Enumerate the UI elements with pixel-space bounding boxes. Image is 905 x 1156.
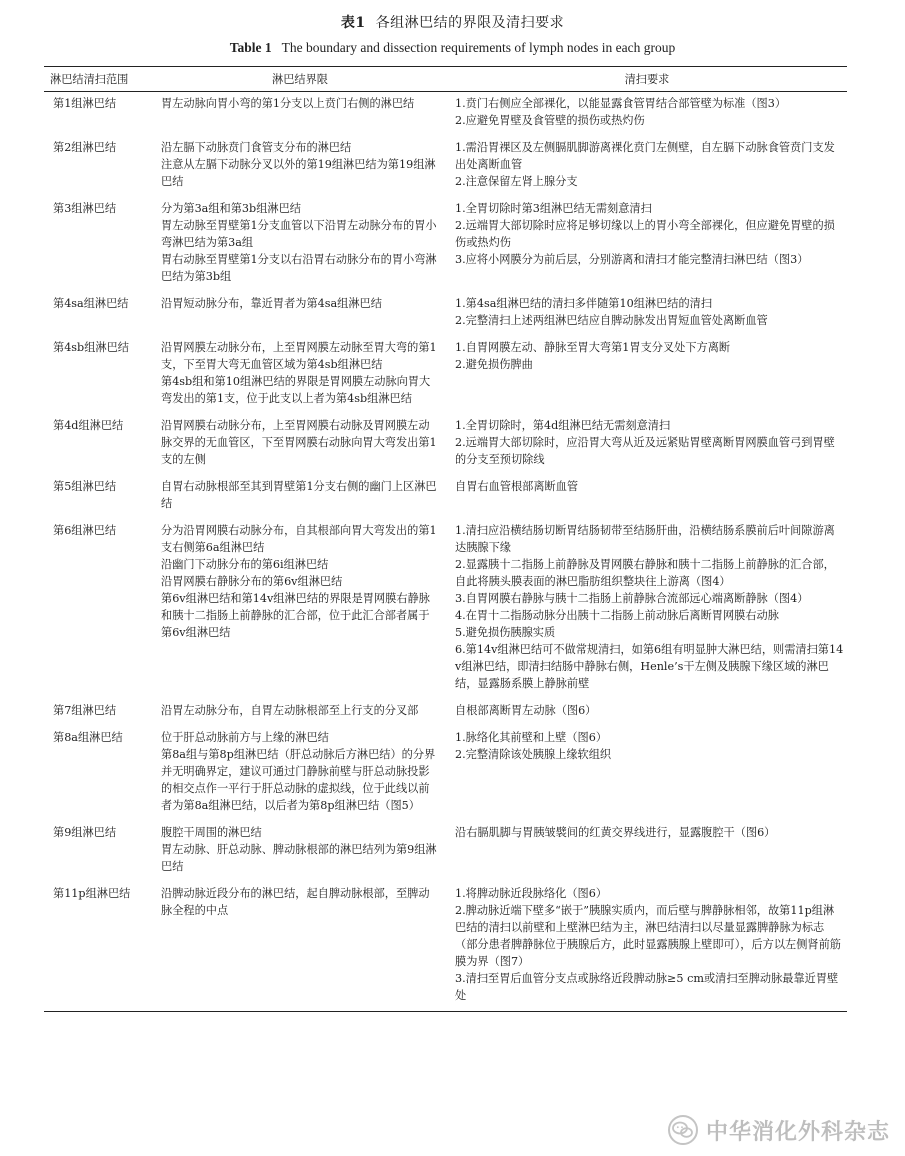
table-row — [44, 519, 847, 699]
requirement-line: 2.显露胰十二指肠上前静脉及胃网膜右静脉和胰十二指肠上前静脉的汇合部，自此将胰头膜表面的淋巴脂肪组织整块往上游离（图4） — [455, 558, 835, 588]
table-title-en — [0, 40, 905, 56]
boundary-line: 沿胃网膜右动脉分布，上至胃网膜右动脉及胃网膜左动脉交界的无血管区，下至胃网膜右动脉向胃大弯发出第1支的左侧 — [161, 419, 437, 466]
requirement-line: 1.自胃网膜左动、静脉至胃大弯第1胃支分叉处下方离断 — [455, 341, 731, 354]
header-boundary: 淋巴结界限 — [153, 67, 447, 92]
cell-group: 第11p组淋巴结 — [44, 882, 153, 1012]
table-row — [44, 336, 847, 414]
header-requirements: 清扫要求 — [447, 67, 847, 92]
boundary-line: 自胃右动脉根部至其到胃壁第1分支右侧的幽门上区淋巴结 — [161, 480, 437, 510]
requirement-line: 2.注意保留左肾上腺分支 — [455, 175, 578, 188]
requirement-line: 1.脉络化其前壁和上壁（图6） — [455, 731, 608, 744]
cell-boundary — [153, 292, 447, 336]
cell-group: 第5组淋巴结 — [53, 480, 117, 493]
requirement-line: 自根部离断胃左动脉（图6） — [455, 704, 597, 717]
requirement-line: 1.清扫应沿横结肠切断胃结肠韧带至结肠肝曲，沿横结肠系膜前后叶间隙游离达胰腺下缘 — [455, 524, 835, 554]
cell-group: 第8a组淋巴结 — [53, 731, 123, 744]
requirement-line: 1.全胃切除时，第4d组淋巴结无需刻意清扫 — [455, 419, 671, 432]
cell-boundary — [153, 197, 447, 292]
table-header-row — [44, 67, 847, 92]
cell-group: 第1组淋巴结 — [53, 97, 117, 110]
cell-requirements — [447, 197, 847, 292]
table-row — [44, 136, 847, 197]
cell-requirements — [447, 519, 847, 699]
requirement-line: 2.完整清除该处胰腺上缘软组织 — [455, 748, 612, 761]
cell-requirements — [447, 726, 847, 821]
wechat-icon — [668, 1115, 698, 1145]
cell-requirements — [447, 699, 847, 726]
boundary-line: 胃左动脉向胃小弯的第1分支以上贲门右侧的淋巴结 — [161, 97, 415, 110]
header-scope: 淋巴结清扫范围 — [44, 67, 153, 92]
requirement-line: 3.清扫至胃后血管分支点或脉络近段脾动脉≥5 cm或清扫至脾动脉最靠近胃壁处 — [455, 972, 839, 1002]
requirement-line: 4.在胃十二指肠动脉分出胰十二指肠上前动脉后离断胃网膜右动脉 — [455, 609, 779, 622]
requirement-line: 2.完整清扫上述两组淋巴结应自脾动脉发出胃短血管处离断血管 — [455, 314, 768, 327]
table-title-cn — [0, 12, 905, 32]
requirement-line: 2.远端胃大部切除时，应沿胃大弯从近及远紧贴胃壁离断胃网膜血管弓到胃壁的分支至预切除线 — [455, 436, 835, 466]
cell-boundary — [153, 699, 447, 726]
watermark-text: 中华消化外科杂志 — [706, 1119, 891, 1145]
cell-group: 第4d组淋巴结 — [53, 419, 124, 432]
table-row — [44, 699, 847, 726]
boundary-line: 胃左动脉、肝总动脉、脾动脉根部的淋巴结列为第9组淋巴结 — [161, 843, 437, 873]
requirement-line: 1.贲门右侧应全部裸化，以能显露食管胃结合部管壁为标准（图3） — [455, 97, 787, 110]
requirement-line: 6.第14v组淋巴结可不做常规清扫，如第6组有明显肿大淋巴结，则需清扫第14v组淋巴结，即清扫结肠中静脉右侧，Henle’s干左侧及胰腺下缘区域的淋巴结，显露肠系膜上静脉前壁 — [455, 643, 844, 690]
table-caption-cn: 各组淋巴结的界限及清扫要求 — [375, 15, 565, 31]
requirement-line: 2.脾动脉近端下壁多“嵌于”胰腺实质内，而后壁与脾静脉相邻，故第11p组淋巴结的清扫以前壁和上壁淋巴结为主，淋巴结清扫以尽量显露脾静脉为标志（部分患者脾静脉位于胰腺后方，此时显露胰腺上壁即可），后方以左侧肾前筋膜为界（图7） — [455, 904, 841, 968]
requirement-line: 2.应避免胃壁及食管壁的损伤或热灼伤 — [455, 114, 645, 127]
cell-boundary — [153, 92, 447, 137]
boundary-line: 沿胃短动脉分布，靠近胃者为第4sa组淋巴结 — [161, 297, 382, 310]
boundary-line: 第6v组淋巴结和第14v组淋巴结的界限是胃网膜右静脉和胰十二指肠上前静脉的汇合部，位于此汇合部者属于第6v组淋巴结 — [161, 592, 430, 639]
table-row — [44, 726, 847, 821]
cell-requirements — [447, 475, 847, 519]
cell-boundary — [153, 726, 447, 821]
lymph-node-table — [44, 66, 847, 1012]
cell-boundary — [153, 519, 447, 699]
requirement-line: 3.自胃网膜右静脉与胰十二指肠上前静脉合流部远心端离断静脉（图4） — [455, 592, 809, 605]
table-label-cn: 表1 — [340, 15, 366, 31]
watermark — [668, 1110, 890, 1150]
requirement-line: 自胃右血管根部离断血管 — [455, 480, 579, 493]
table-body — [44, 92, 847, 1012]
boundary-line: 腹腔干周围的淋巴结 — [161, 826, 262, 839]
table-row — [44, 882, 847, 1012]
table-label-en: Table 1 — [229, 40, 272, 55]
cell-requirements — [447, 92, 847, 137]
table-row — [44, 92, 847, 137]
table-row — [44, 292, 847, 336]
cell-group: 第7组淋巴结 — [53, 704, 117, 717]
boundary-line: 沿左膈下动脉贲门食管支分布的淋巴结 — [161, 141, 352, 154]
requirement-line: 1.第4sa组淋巴结的清扫多伴随第10组淋巴结的清扫 — [455, 297, 713, 310]
table-row — [44, 475, 847, 519]
cell-requirements — [447, 292, 847, 336]
requirement-line: 1.将脾动脉近段脉络化（图6） — [455, 887, 608, 900]
cell-boundary — [153, 336, 447, 414]
requirement-line: 2.远端胃大部切除时应将足够切缘以上的胃小弯全部裸化，但应避免胃壁的损伤或热灼伤 — [455, 219, 835, 249]
requirement-line: 1.需沿胃裸区及左侧膈肌脚游离裸化贲门左侧壁，自左膈下动脉食管贲门支发出处离断血管 — [455, 141, 835, 171]
boundary-line: 沿胃左动脉分布，自胃左动脉根部至上行支的分叉部 — [161, 704, 419, 717]
boundary-line: 注意从左膈下动脉分叉以外的第19组淋巴结为第19组淋巴结 — [161, 158, 436, 188]
cell-boundary — [153, 475, 447, 519]
boundary-line: 胃右动脉至胃壁第1分支以右沿胃右动脉分布的胃小弯淋巴结为第3b组 — [161, 253, 437, 283]
cell-group: 第4sb组淋巴结 — [53, 341, 129, 354]
boundary-line: 沿脾动脉近段分布的淋巴结，起自脾动脉根部，至脾动脉全程的中点 — [161, 887, 430, 917]
cell-boundary — [153, 821, 447, 882]
boundary-line: 胃左动脉至胃壁第1分支血管以下沿胃左动脉分布的胃小弯淋巴结为第3a组 — [161, 219, 437, 249]
boundary-line: 沿胃网膜右静脉分布的第6v组淋巴结 — [161, 575, 343, 588]
cell-group: 第4sa组淋巴结 — [53, 297, 129, 310]
cell-requirements — [447, 336, 847, 414]
cell-requirements — [447, 882, 847, 1012]
cell-group: 第6组淋巴结 — [53, 524, 117, 537]
boundary-line: 分为第3a组和第3b组淋巴结 — [161, 202, 301, 215]
requirement-line: 3.应将小网膜分为前后层，分别游离和清扫才能完整清扫淋巴结（图3） — [455, 253, 809, 266]
boundary-line: 位于肝总动脉前方与上缘的淋巴结 — [161, 731, 329, 744]
cell-requirements — [447, 414, 847, 475]
boundary-line: 沿胃网膜左动脉分布，上至胃网膜左动脉至胃大弯的第1支，下至胃大弯无血管区域为第4sb组淋巴结 — [161, 341, 437, 371]
table-row — [44, 414, 847, 475]
cell-group: 第2组淋巴结 — [53, 141, 117, 154]
requirement-line: 5.避免损伤胰腺实质 — [455, 626, 556, 639]
boundary-line: 第4sb组和第10组淋巴结的界限是胃网膜左动脉向胃大弯发出的第1支，位于此支以上者为第4sb组淋巴结 — [161, 375, 431, 405]
requirement-line: 2.避免损伤脾曲 — [455, 358, 533, 371]
requirement-line: 沿右膈肌脚与胃胰皱襞间的红黄交界线进行，显露腹腔干（图6） — [455, 826, 776, 839]
boundary-line: 第8a组与第8p组淋巴结（肝总动脉后方淋巴结）的分界并无明确界定，建议可通过门静脉前壁与肝总动脉投影的相交点作一平行于肝总动脉的虚拟线，位于此线以前者为第8a组淋巴结，以后者为第8p组淋巴结（图5） — [161, 748, 436, 812]
table-caption-en: The boundary and dissection requirements of lymph nodes in each group — [281, 40, 676, 55]
cell-group: 第9组淋巴结 — [53, 826, 117, 839]
boundary-line: 分为沿胃网膜右动脉分布，自其根部向胃大弯发出的第1支右侧第6a组淋巴结 — [161, 524, 437, 554]
table-row — [44, 821, 847, 882]
requirement-line: 1.全胃切除时第3组淋巴结无需刻意清扫 — [455, 202, 652, 215]
boundary-line: 沿幽门下动脉分布的第6i组淋巴结 — [161, 558, 329, 571]
cell-boundary — [153, 882, 447, 1012]
table-row — [44, 197, 847, 292]
cell-boundary — [153, 414, 447, 475]
cell-requirements — [447, 136, 847, 197]
cell-requirements — [447, 821, 847, 882]
cell-group: 第3组淋巴结 — [53, 202, 117, 215]
cell-boundary — [153, 136, 447, 197]
